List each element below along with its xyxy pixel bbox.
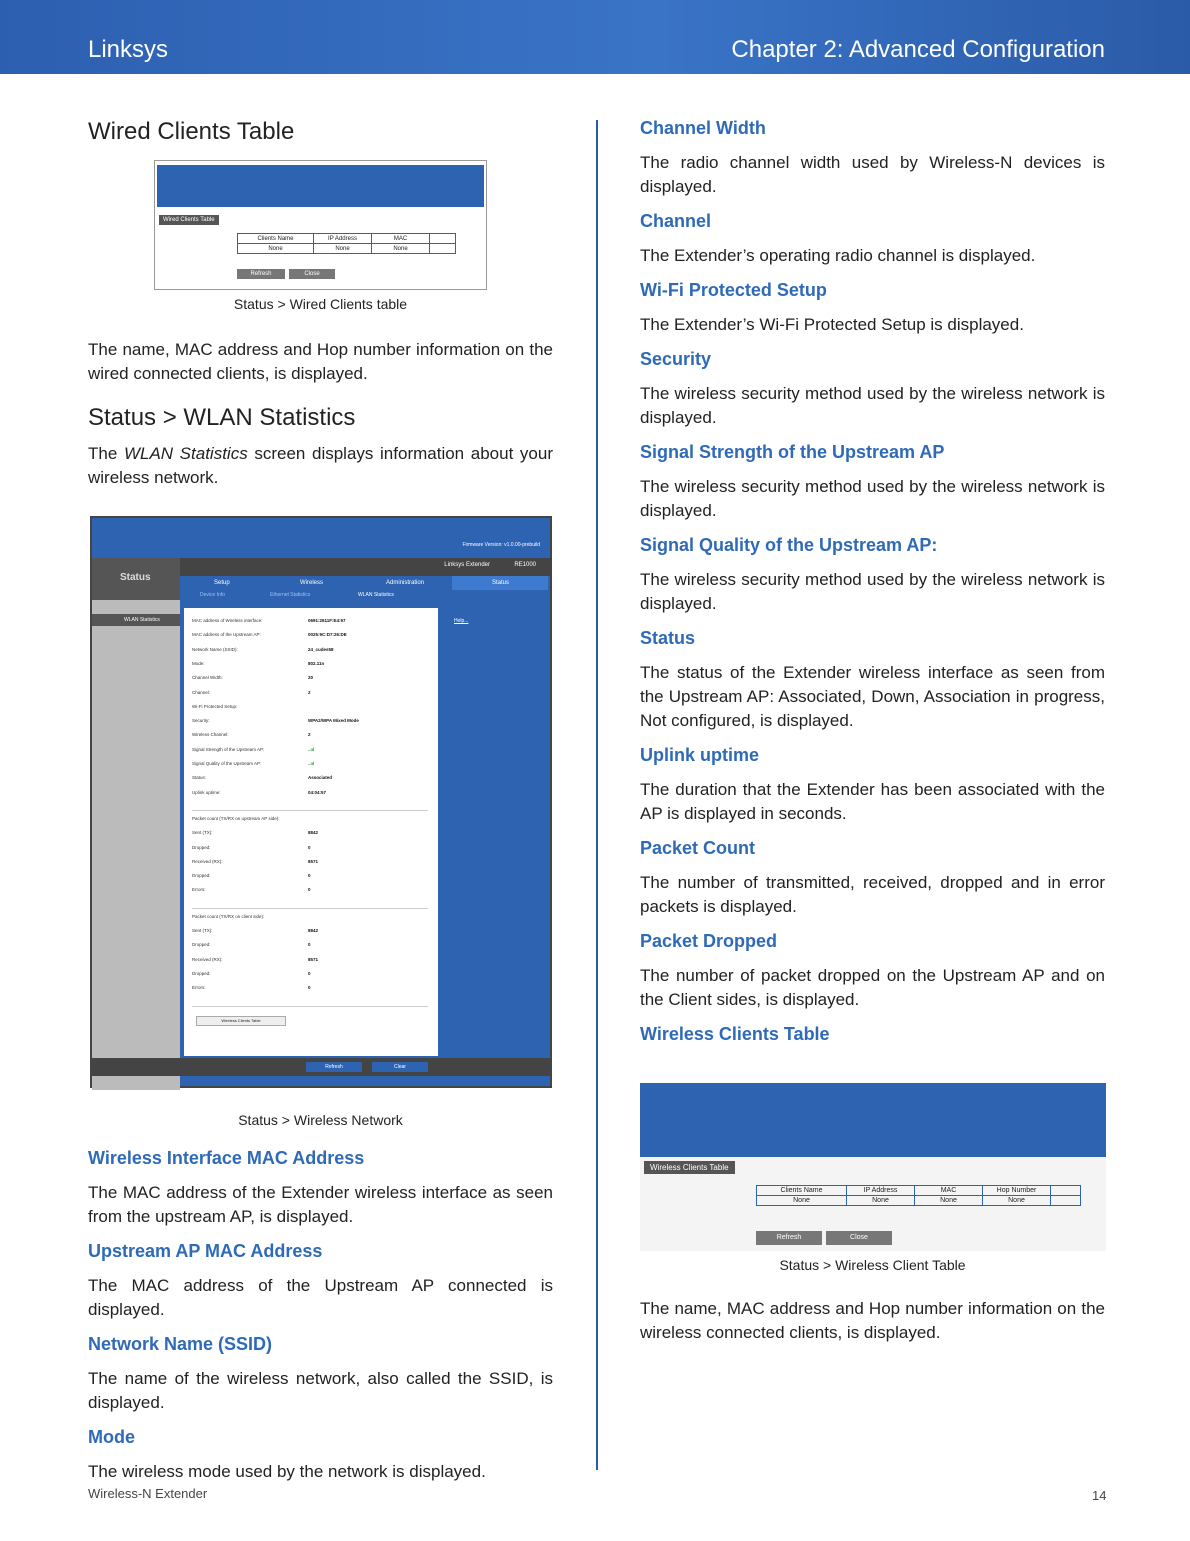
table-cell: None	[314, 244, 372, 254]
chapter-title: Chapter 2: Advanced Configuration	[731, 36, 1105, 63]
model-number: RE1000	[514, 562, 536, 568]
table-cell: None	[847, 1196, 915, 1206]
stat-value: 0691:2611F:E4:97	[308, 618, 346, 623]
wired-description: The name, MAC address and Hop number information on the wired connected clients, is displayed.	[88, 340, 553, 383]
stat-value: 20	[308, 675, 314, 681]
section-body: The Extender’s operating radio channel is displayed.	[640, 246, 1036, 265]
subnav-wlan-stats[interactable]: WLAN Statistics	[358, 592, 394, 598]
stat-label: Dropped:	[192, 873, 211, 879]
stat-label: MAC address of the Upstream AP:	[192, 632, 261, 638]
left-column	[88, 118, 553, 1496]
section-title: Channel Width	[640, 118, 766, 138]
product-bar	[180, 558, 550, 576]
col-header: IP Address	[847, 1186, 915, 1196]
refresh-button[interactable]: Refresh	[237, 269, 285, 279]
wlan-statistics-heading: Status > WLAN Statistics	[88, 404, 356, 431]
stat-value: 8571	[308, 956, 319, 962]
firmware-version: Firmware Version: v1.0.00-prebuild	[462, 542, 540, 548]
refresh-button[interactable]: Refresh	[306, 1062, 362, 1072]
stat-value: 8571	[308, 858, 319, 864]
nav-setup[interactable]: Setup	[214, 580, 230, 586]
table-cell: None	[238, 244, 314, 254]
stat-label: Mode:	[192, 660, 205, 666]
col-header	[1051, 1186, 1081, 1196]
section-body: The status of the Extender wireless interface as seen from the Upstream AP: Associated, Down, Association in progress, Not configured, is displayed.	[640, 663, 1105, 730]
table-cell: None	[983, 1196, 1051, 1206]
wired-caption: Status > Wired Clients table	[233, 296, 408, 312]
section-title: Upstream AP MAC Address	[88, 1241, 323, 1261]
stat-value: 2	[308, 689, 311, 695]
table-cell: None	[372, 244, 430, 254]
section-body: The MAC address of the Extender wireless interface as seen from the upstream AP, is displayed.	[88, 1183, 553, 1226]
section-body: The Extender’s Wi-Fi Protected Setup is displayed.	[640, 315, 1024, 334]
stat-label: Dropped:	[192, 970, 211, 976]
nav-administration[interactable]: Administration	[386, 580, 425, 586]
stat-value: 8842	[308, 830, 319, 836]
stat-value: 0025:9C:D7:26:DE	[308, 632, 347, 638]
section-title: Wireless Interface MAC Address	[88, 1148, 365, 1168]
section-title: Wi-Fi Protected Setup	[640, 280, 827, 300]
status-label: Status	[120, 572, 151, 583]
section-title: Packet Dropped	[640, 931, 778, 951]
section-title: Channel	[640, 211, 712, 231]
stat-label: Uplink uptime:	[192, 789, 221, 795]
sub-nav	[180, 590, 550, 602]
stat-label: Security:	[192, 718, 210, 724]
extender-name: Linksys Extender	[444, 562, 490, 568]
col-header: Hop Number	[983, 1186, 1051, 1196]
wireless-clients-table	[756, 1185, 1081, 1206]
close-button[interactable]: Close	[289, 269, 335, 279]
wireless-caption: Status > Wireless Client Table	[779, 1257, 966, 1273]
section-separator	[192, 1006, 428, 1007]
stat-value: 0	[308, 970, 311, 976]
stat-label: Received (RX):	[192, 858, 223, 864]
wlan-desc-pre: The	[88, 444, 124, 463]
wired-clients-screenshot	[154, 160, 487, 290]
section-title: Uplink uptime	[640, 745, 760, 765]
section-body: The wireless security method used by the wireless network is displayed.	[640, 384, 1105, 427]
stat-value: 04:04:57	[308, 789, 327, 795]
section-title: Signal Quality of the Upstream AP:	[640, 535, 938, 555]
stat-label: Errors:	[192, 887, 206, 893]
stat-label: Dropped:	[192, 942, 211, 948]
screenshot-tag: Wireless Clients Table	[644, 1161, 735, 1174]
col-header: Clients Name	[757, 1186, 847, 1196]
help-area	[440, 608, 548, 1056]
close-button[interactable]: Close	[826, 1231, 892, 1245]
wlan-desc-post: screen displays information about your wireless network.	[88, 444, 553, 487]
stat-label: MAC address of Wireless interface:	[192, 618, 263, 623]
section-separator	[192, 908, 428, 909]
page-number: 14	[1092, 1488, 1107, 1503]
wlan-statistics-screenshot	[90, 516, 552, 1088]
col-header	[430, 234, 456, 244]
subnav-ethernet-stats[interactable]: Ethernet Statistics	[270, 592, 311, 598]
packet-heading: Packet count (TX/RX on upstream AP side):	[192, 815, 280, 821]
wireless-clients-screenshot	[640, 1083, 1106, 1251]
wired-clients-heading: Wired Clients Table	[88, 118, 295, 145]
section-body: The wireless security method used by the wireless network is displayed.	[640, 477, 1105, 520]
wired-clients-table	[237, 233, 456, 254]
section-title: Wireless Clients Table	[640, 1024, 830, 1044]
section-body: The radio channel width used by Wireless-N devices is displayed.	[640, 153, 1105, 196]
stat-value: 0	[308, 873, 311, 879]
stat-label: Signal Strength of the Upstream AP:	[192, 746, 265, 752]
help-link[interactable]: Help...	[454, 618, 469, 624]
section-body: The wireless security method used by the wireless network is displayed.	[640, 570, 1105, 613]
stat-value: 0	[308, 887, 311, 893]
table-cell: None	[757, 1196, 847, 1206]
stat-value: 0	[308, 844, 311, 850]
stat-label: Sent (TX):	[192, 928, 213, 933]
nav-status[interactable]: Status	[492, 580, 510, 586]
col-header: MAC	[915, 1186, 983, 1196]
section-body: The number of packet dropped on the Upstream AP and on the Client sides, is displayed.	[640, 966, 1105, 1009]
nav-wireless[interactable]: Wireless	[300, 580, 324, 586]
screenshot-banner	[640, 1083, 1106, 1157]
section-body: The name of the wireless network, also called the SSID, is displayed.	[88, 1369, 553, 1412]
stat-label: Wi-Fi Protected Setup:	[192, 703, 238, 709]
col-header: MAC	[372, 234, 430, 244]
section-body: The MAC address of the Upstream AP connected is displayed.	[88, 1276, 553, 1319]
left-rail	[92, 600, 180, 1090]
stat-value: 24_cudes58	[308, 646, 334, 652]
page-header	[0, 0, 1190, 74]
section-title: Network Name (SSID)	[88, 1334, 273, 1354]
col-header: Clients Name	[238, 234, 314, 244]
packet-heading: Packet count (TX/RX on client side):	[192, 913, 265, 919]
clear-button[interactable]: Clear	[372, 1062, 428, 1072]
stat-value: Associated	[308, 775, 333, 781]
stat-value: 802.11n	[308, 660, 325, 666]
table-cell	[430, 244, 456, 254]
wlan-description	[88, 442, 553, 490]
stat-value: 2	[308, 732, 311, 738]
section-body: The wireless mode used by the network is displayed.	[88, 1462, 486, 1481]
section-separator	[192, 810, 428, 811]
stat-label: Wireless Channel:	[192, 732, 229, 738]
footer-product: Wireless-N Extender	[88, 1486, 208, 1501]
section-title: Signal Strength of the Upstream AP	[640, 442, 945, 462]
right-column	[640, 118, 1105, 1357]
table-cell	[1051, 1196, 1081, 1206]
stat-value: 0	[308, 942, 311, 948]
section-title: Packet Count	[640, 838, 756, 858]
wlan-desc-em: WLAN Statistics	[123, 444, 248, 463]
subnav-device-info[interactable]: Device Info	[200, 592, 226, 598]
stat-label: Network Name (SSID):	[192, 646, 238, 652]
section-title: Status	[640, 628, 696, 648]
stat-value: 8842	[308, 928, 319, 933]
statistics-panel	[184, 608, 438, 1056]
table-cell: None	[915, 1196, 983, 1206]
wireless-clients-table-button[interactable]: Wireless Clients Table	[196, 1016, 286, 1026]
stat-value: WPA2/WPA Mixed Mode	[308, 718, 359, 724]
wlan-caption: Status > Wireless Network	[238, 1112, 403, 1128]
stat-label: Errors:	[192, 985, 206, 991]
section-title: Security	[640, 349, 712, 369]
side-tag: WLAN Statistics	[92, 614, 180, 626]
section-body: The duration that the Extender has been associated with the AP is displayed in seconds.	[640, 780, 1105, 823]
section-title: Mode	[88, 1427, 135, 1447]
left-sections	[88, 1148, 553, 1484]
stat-label: Signal Quality of the Upstream AP:	[192, 761, 262, 766]
refresh-button[interactable]: Refresh	[756, 1231, 822, 1245]
stat-label: Channel Width:	[192, 675, 223, 681]
column-divider	[596, 120, 598, 1470]
brand-name: Linksys	[88, 36, 169, 63]
stat-label: Sent (TX):	[192, 830, 213, 836]
screenshot-tag: Wired Clients Table	[159, 215, 219, 225]
stat-label: Status:	[192, 775, 207, 781]
nav-status-active[interactable]	[452, 576, 548, 590]
stat-value: 0	[308, 985, 311, 991]
stat-value: ..ııl	[308, 746, 315, 752]
col-header: IP Address	[314, 234, 372, 244]
section-body: The number of transmitted, received, dropped and in error packets is displayed.	[640, 873, 1105, 916]
stat-label: Received (RX):	[192, 956, 223, 962]
stat-value: ..ııl	[308, 761, 315, 766]
screenshot-banner	[157, 165, 484, 207]
wireless-description: The name, MAC address and Hop number information on the wireless connected clients, is displayed.	[640, 1299, 1105, 1342]
stat-label: Dropped:	[192, 844, 211, 850]
stat-label: Channel:	[192, 689, 211, 695]
